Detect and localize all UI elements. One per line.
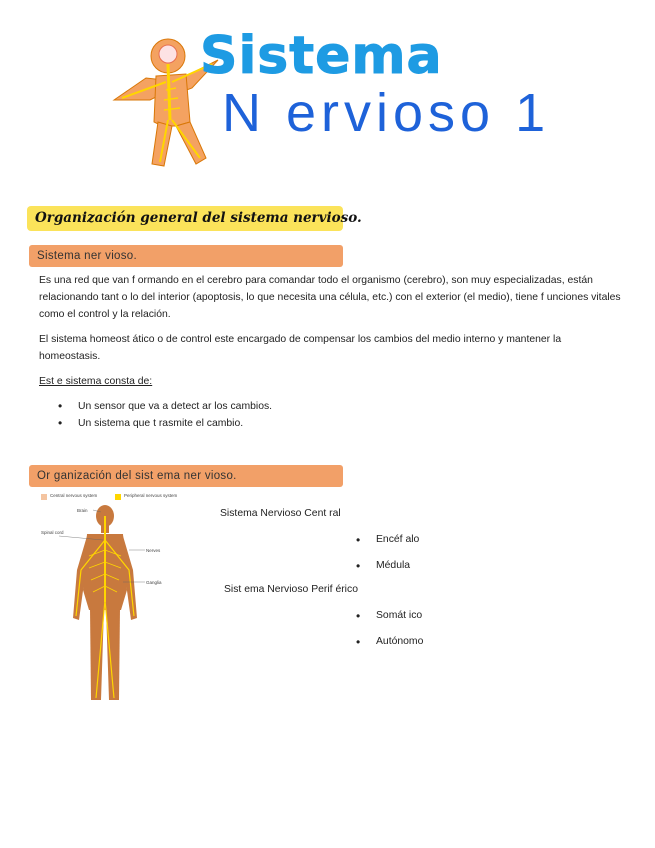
list-item: [356, 559, 411, 573]
list-item: [356, 533, 420, 547]
legend-cns-label: Central nervous system: [50, 493, 98, 498]
list-item: [356, 609, 423, 623]
consta-label: Est e sistema consta de:: [39, 376, 153, 387]
central-item-encefalo: Encéf alo: [376, 534, 420, 545]
legend-pns-label: Peripheral nervous system: [124, 493, 178, 498]
title-nervioso: N ervioso 1: [222, 83, 551, 143]
list-item: • Un sensor que va a detect ar los cambios.: [58, 398, 272, 415]
peripheral-item-autonomo: Autónomo: [376, 636, 424, 647]
section-bar-organizacion: Or ganización del sist ema ner vioso.: [29, 465, 343, 487]
bullet-dot: •: [356, 533, 361, 547]
label-nerves: Nerves: [146, 548, 161, 553]
label-spinal-cord: Spinal cord: [41, 530, 64, 535]
header: [0, 0, 655, 180]
label-ganglia: Ganglia: [146, 580, 162, 585]
paragraph-homeostatic: El sistema homeost ático o de control este encargado de compensar los cambios del medio interno y mantener la homeostasis.: [39, 334, 562, 362]
bullet-dot: •: [356, 635, 361, 649]
legend-swatch-pns: [115, 494, 121, 500]
peripheral-item-somatico: Somát ico: [376, 610, 423, 621]
central-item-medula: Médula: [376, 560, 411, 571]
bullet-dot: •: [356, 559, 361, 573]
bullet-dot: •: [356, 609, 361, 623]
section-bar-sistema-nervioso: Sistema ner vioso.: [29, 245, 343, 267]
label-brain: Brain: [77, 508, 88, 513]
title-sistema: Sistema: [200, 26, 443, 86]
paragraph-definition: Es una red que van f ormando en el cerebro para comandar todo el organismo (cerebro), son muy especializadas, están relacionando tant o lo del interior (apoptosis, lo que necesita una célula, etc.) con el exterior (el medio), tiene f unciones vitales como el control y la relación.: [39, 275, 621, 320]
legend-swatch-cns: [41, 494, 47, 500]
human-nervous-system-illustration: [33, 490, 183, 712]
components-list: [58, 398, 272, 432]
list-item: • Un sistema que t rasmite el cambio.: [58, 415, 272, 432]
peripheral-title: Sist ema Nervioso Perif érico: [224, 584, 358, 595]
list-item: [356, 635, 424, 649]
central-title: Sistema Nervioso Cent ral: [220, 508, 341, 519]
section-heading: Organización general del sistema nervioso.: [27, 206, 343, 231]
